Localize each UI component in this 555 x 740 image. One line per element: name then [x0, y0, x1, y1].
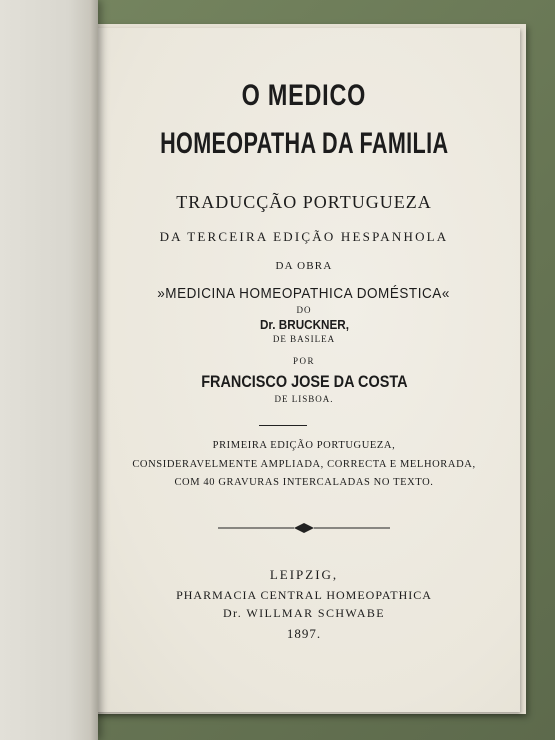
- imprint-year: 1897.: [286, 626, 322, 641]
- subtitle-edition: DA TERCEIRA EDIÇÃO HESPANHOLA: [159, 229, 449, 244]
- translator-name: FRANCISCO JOSE DA COSTA: [200, 372, 408, 391]
- facing-left-page: [0, 0, 98, 740]
- title-line-1: O MEDICO: [241, 79, 367, 112]
- author-origin: DE BASILEA: [272, 334, 336, 344]
- work-title: »MEDICINA HOMEOPATHICA DOMÉSTICA«: [157, 285, 451, 302]
- imprint-publisher: PHARMACIA CENTRAL HOMEOPATHICA: [176, 588, 432, 602]
- edition-note-line-3: COM 40 GRAVURAS INTERCALADAS NO TEXTO.: [174, 477, 434, 488]
- divider-rule: [259, 425, 307, 426]
- title-page: [88, 28, 520, 712]
- translator-origin: DE LISBOA.: [274, 394, 334, 404]
- author-name: Dr. BRUCKNER,: [259, 317, 349, 332]
- imprint-place: LEIPZIG,: [269, 567, 339, 582]
- subtitle-da-obra: DA OBRA: [275, 260, 333, 272]
- do-label: DO: [296, 305, 312, 315]
- ornamental-rule: [218, 522, 390, 534]
- imprint-owner: Dr. WILLMAR SCHWABE: [222, 606, 386, 620]
- edition-note-line-1: PRIMEIRA EDIÇÃO PORTUGUEZA,: [212, 440, 396, 451]
- subtitle-translation: TRADUCÇÃO PORTUGUEZA: [176, 192, 432, 212]
- edition-note-line-2: CONSIDERAVELMENTE AMPLIADA, CORRECTA E MELHORADA,: [132, 459, 476, 470]
- title-line-2: HOMEOPATHA DA FAMILIA: [159, 127, 449, 160]
- por-label: POR: [292, 356, 315, 366]
